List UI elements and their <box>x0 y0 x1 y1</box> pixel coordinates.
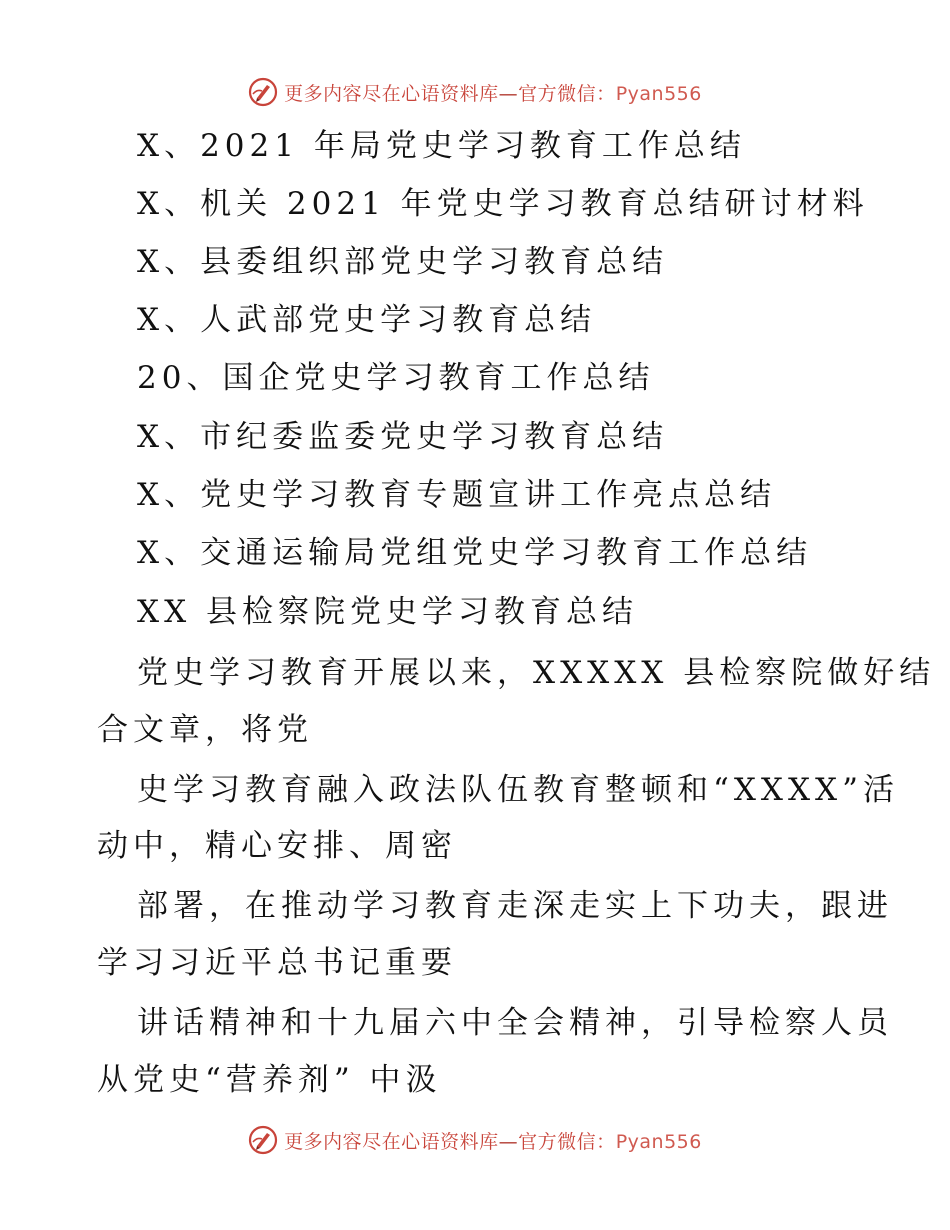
watermark-wechat-id: Pyan556 <box>615 82 702 105</box>
paragraph-line: 部署，在推动学习教育走深走实上下功夫，跟进 <box>137 888 893 924</box>
watermark-text <box>284 79 702 106</box>
paragraph-line: 史学习教育融入政法队伍教育整顿和“XXXX”活 <box>137 772 899 808</box>
watermark-contact-label: 官方微信： <box>518 1130 616 1153</box>
section-title: XX 县检察院党史学习教育总结 <box>137 594 638 630</box>
toc-item: X、交通运输局党组党史学习教育工作总结 <box>137 535 813 571</box>
toc-item: X、市纪委监委党史学习教育总结 <box>137 419 669 455</box>
watermark-dash: — <box>498 1130 519 1153</box>
toc-item: X、机关 2021 年党史学习教育总结研讨材料 <box>137 186 869 222</box>
paragraph-line: 党史学习教育开展以来，XXXXX 县检察院做好结 <box>137 655 936 691</box>
toc-item: X、县委组织部党史学习教育总结 <box>137 244 669 280</box>
header-watermark <box>0 72 950 112</box>
watermark-slogan: 更多内容尽在心语资料库 <box>284 82 499 105</box>
paragraph-line: 动中，精心安排、周密 <box>97 828 457 864</box>
pen-logo-icon <box>248 1125 278 1155</box>
toc-item: X、党史学习教育专题宣讲工作亮点总结 <box>137 477 777 513</box>
footer-watermark <box>0 1120 950 1160</box>
watermark-dash: — <box>498 82 519 105</box>
watermark-contact-label: 官方微信： <box>518 82 616 105</box>
watermark-slogan: 更多内容尽在心语资料库 <box>284 1130 499 1153</box>
watermark-wechat-id: Pyan556 <box>615 1130 702 1153</box>
toc-item: X、2021 年局党史学习教育工作总结 <box>137 128 746 164</box>
pen-logo-icon <box>248 77 278 107</box>
paragraph-line: 讲话精神和十九届六中全会精神，引导检察人员 <box>137 1005 893 1041</box>
toc-item: 20、国企党史学习教育工作总结 <box>137 360 655 396</box>
watermark-text <box>284 1127 702 1154</box>
paragraph-line: 从党史“营养剂” 中汲 <box>97 1062 442 1098</box>
paragraph-line: 学习习近平总书记重要 <box>97 945 457 981</box>
toc-item: X、人武部党史学习教育总结 <box>137 302 597 338</box>
paragraph-line: 合文章，将党 <box>97 712 313 748</box>
